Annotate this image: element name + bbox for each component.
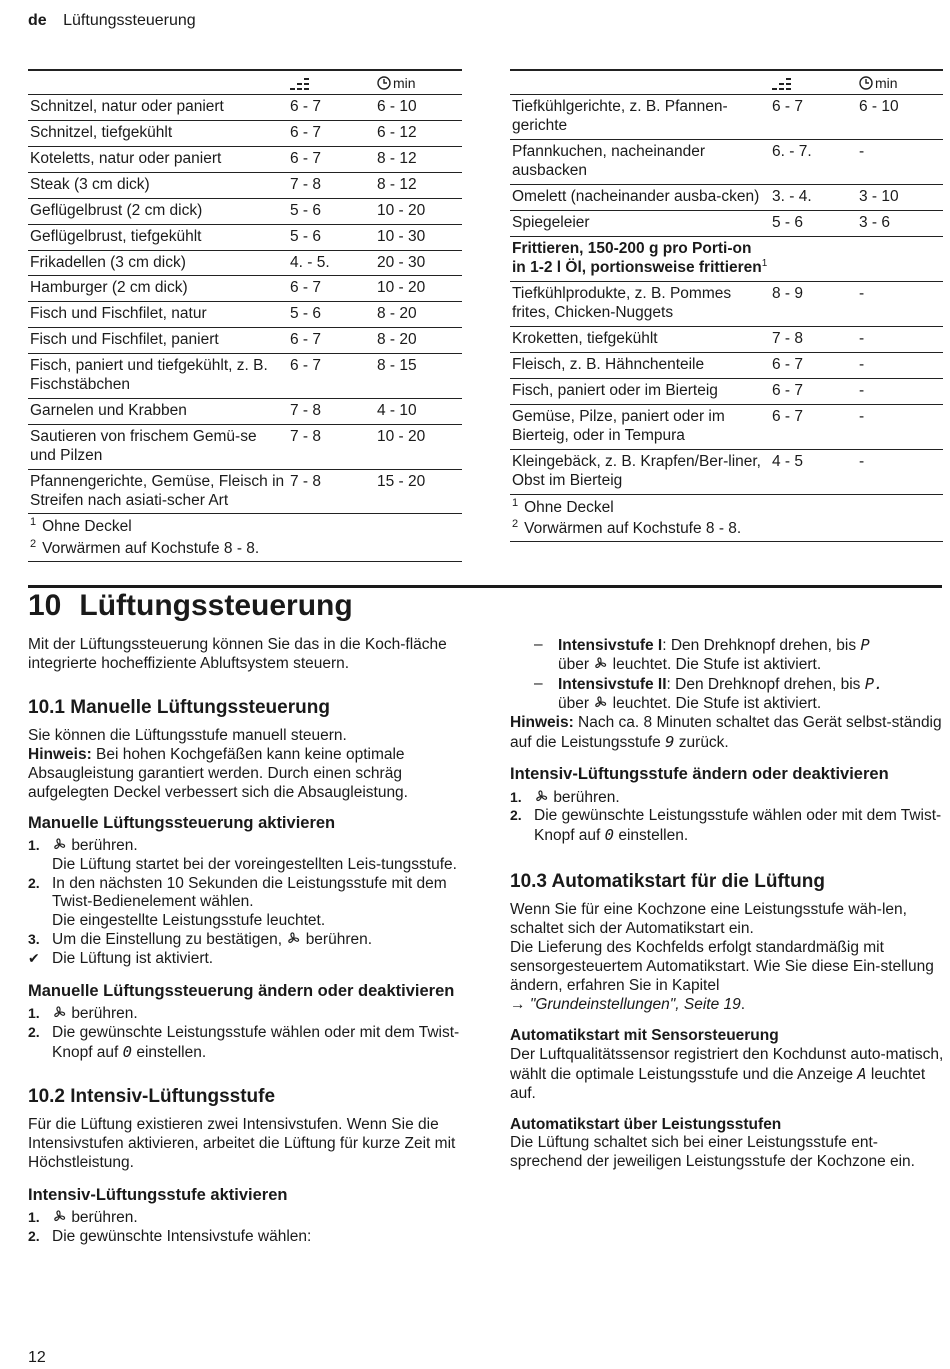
time-cell: 6 - 10 — [377, 98, 417, 116]
fan-icon — [52, 837, 67, 852]
food-cell: Schnitzel, tiefgekühlt — [30, 123, 173, 141]
food-cell: Koteletts, natur oder paniert — [30, 149, 222, 167]
table-row — [28, 302, 462, 328]
step-list — [28, 1209, 460, 1247]
step: 1. berühren. — [510, 788, 620, 806]
level-cell: 3. - 4. — [772, 187, 812, 205]
paragraph: Für die Lüftung existieren zwei Intensivstufen. Wenn Sie die Intensivstufen aktivieren, arbeitet die Lüftung für kurze Zeit mit Höchstleistung. — [28, 1116, 456, 1171]
table-row — [28, 276, 462, 302]
food-cell: Kleingebäck, z. B. Krapfen/Ber-liner, Obst im Bierteig — [512, 452, 761, 489]
step: 1. berühren. Die Lüftung startet bei der voreingestellten Leis-tungsstufe. — [28, 836, 457, 873]
hint: Hinweis: Bei hohen Kochgefäßen kann keine optimale Absaugleistung garantiert werden. Durch einen schräg aufgelegten Deckel verbessert sich die Absaugleistung. — [28, 745, 408, 801]
fan-icon — [534, 789, 549, 804]
table-row — [28, 95, 462, 121]
section-10-2-title: 10.2 Intensiv-Lüftungsstufe — [28, 1085, 276, 1107]
food-cell: Hamburger (2 cm dick) — [30, 279, 188, 297]
food-cell: Fisch, paniert oder im Bierteig — [512, 382, 718, 400]
time-cell: - — [859, 356, 865, 374]
footnote: $^2$ Vorwärmen auf Kochstufe 8 - 8. — [512, 517, 742, 537]
time-cell: 10 - 30 — [377, 227, 426, 245]
table-row — [510, 236, 943, 282]
intensive-option: – Intensivstufe II: Den Drehknopf drehen, bis P. über leuchtet. Die Stufe ist aktiviert. — [534, 674, 884, 712]
table-row — [510, 282, 943, 327]
level-cell: 6 - 7 — [290, 123, 322, 141]
level-cell: 6 - 7 — [772, 408, 804, 426]
left-column — [28, 636, 460, 1247]
food-cell: Fisch, paniert und tiefgekühlt, z. B. Fischstäbchen — [30, 357, 268, 394]
time-cell: 8 - 20 — [377, 305, 417, 323]
time-cell: 8 - 15 — [377, 357, 417, 375]
food-cell: Frikadellen (3 cm dick) — [30, 253, 186, 271]
level-cell: 5 - 6 — [290, 227, 322, 245]
cross-reference-link[interactable]: "Grundeinstellungen", Seite 19 — [529, 995, 741, 1013]
step: 2. Die gewünschte Intensivstufe wählen: — [28, 1227, 312, 1245]
food-cell: Pfannkuchen, nacheinander ausbacken — [512, 142, 706, 179]
clock-icon — [859, 76, 873, 90]
food-cell: Fleisch, z. B. Hähnchenteile — [512, 356, 705, 374]
display-symbol: 0 — [122, 1043, 133, 1062]
time-cell: 3 - 10 — [859, 187, 899, 205]
time-cell: 3 - 6 — [859, 213, 891, 231]
cooking-level-column — [770, 70, 857, 95]
time-cell: 8 - 12 — [377, 149, 417, 167]
time-cell: - — [859, 382, 865, 400]
food-cell: Fisch und Fischfilet, paniert — [30, 331, 219, 349]
table-row — [28, 424, 462, 469]
checkmark-icon: ✔ — [28, 950, 40, 967]
level-cell: 4. - 5. — [290, 253, 330, 271]
table-row — [28, 224, 462, 250]
cooking-level-icon — [290, 77, 310, 91]
paragraph: Wenn Sie für eine Kochzone eine Leistungsstufe wäh-len, schaltet sich der Automatikstart ein. — [510, 901, 907, 938]
time-cell: 6 - 12 — [377, 123, 417, 141]
food-cell: Spiegeleier — [512, 213, 590, 231]
time-cell: - — [859, 330, 865, 348]
display-symbol: 0 — [604, 826, 615, 845]
fan-icon — [52, 1209, 67, 1224]
section-10-3-title: 10.3 Automatikstart für die Lüftung — [510, 871, 825, 893]
fan-icon — [593, 656, 608, 671]
food-cell: Garnelen und Krabben — [30, 401, 187, 419]
level-cell: 7 - 8 — [772, 330, 804, 348]
food-cell: Tiefkühlprodukte, z. B. Pommes frites, Chicken-Nuggets — [512, 285, 732, 322]
display-symbol: 9 — [665, 732, 675, 751]
display-symbol: P — [860, 636, 870, 654]
page-number: 12 — [28, 1349, 46, 1366]
subheading: Automatikstart über Leistungsstufen — [510, 1115, 782, 1133]
time-cell: 6 - 10 — [859, 98, 899, 116]
level-cell: 5 - 6 — [290, 305, 322, 323]
subheading: Intensiv-Lüftungsstufe ändern oder deaktivieren — [510, 765, 889, 784]
time-cell — [857, 236, 943, 282]
level-cell: 7 - 8 — [290, 175, 322, 193]
level-cell: 6 - 7 — [290, 331, 322, 349]
footnote: $^2$ Vorwärmen auf Kochstufe 8 - 8. — [30, 537, 260, 557]
time-cell: 4 - 10 — [377, 401, 417, 419]
table-row — [510, 184, 943, 210]
language-code: de — [28, 12, 47, 29]
result: ✔ Die Lüftung ist aktiviert. — [28, 950, 214, 968]
fan-icon — [286, 931, 301, 946]
step: 1. berühren. — [28, 1005, 138, 1023]
chapter-intro: Mit der Lüftungssteuerung können Sie das in die Koch-fläche integrierte hocheffiziente Abluftsystem steuern. — [28, 636, 447, 672]
section-10-1-title: 10.1 Manuelle Lüftungssteuerung — [28, 696, 330, 718]
arrow-icon: → — [510, 995, 526, 1013]
time-cell: 10 - 20 — [377, 279, 426, 297]
step: 2. Die gewünschte Leistungsstufe wählen oder mit dem Twist-Knopf auf 0 einstellen. — [28, 1024, 460, 1062]
level-cell: 8 - 9 — [772, 285, 804, 303]
food-cell: Omelett (nacheinander ausba-cken) — [512, 187, 760, 205]
food-cell: Schnitzel, natur oder paniert — [30, 98, 224, 116]
intensive-option: – Intensivstufe I: Den Drehknopf drehen, bis P über leuchtet. Die Stufe ist aktiviert. — [534, 636, 870, 673]
step-list — [28, 837, 460, 969]
table-row — [28, 354, 462, 399]
right-column — [510, 636, 944, 1172]
level-cell: 4 - 5 — [772, 452, 804, 470]
paragraph: Die Lieferung des Kochfelds erfolgt standardmäßig mit sensorgesteuertem Automatikstart. Wie Sie diese Ein-stellung ändern, erfahren Sie in Kapitel → "Grundeinstellungen", Seite 19. — [510, 939, 934, 1013]
level-cell: 5 - 6 — [290, 201, 322, 219]
food-cell: Gemüse, Pilze, paniert oder im Bierteig, oder in Tempura — [512, 408, 725, 444]
level-cell: 6 - 7 — [290, 357, 322, 375]
cooking-level-column — [288, 70, 375, 95]
fan-icon — [593, 695, 608, 710]
level-cell: 6 - 7 — [290, 279, 322, 297]
cooking-table-left — [28, 69, 462, 562]
level-cell: 7 - 8 — [290, 472, 322, 490]
food-cell: Steak (3 cm dick) — [30, 175, 150, 193]
level-cell: 6 - 7 — [772, 98, 804, 116]
food-cell: Tiefkühlgerichte, z. B. Pfannen-gerichte — [512, 98, 728, 134]
time-column: min — [857, 70, 943, 95]
time-cell: 20 - 30 — [377, 253, 426, 271]
food-cell: Kroketten, tiefgekühlt — [512, 330, 658, 348]
table-row — [510, 353, 943, 379]
running-title: Lüftungssteuerung — [63, 12, 196, 29]
time-cell: 10 - 20 — [377, 427, 426, 445]
time-cell: - — [859, 285, 865, 303]
time-cell: - — [859, 408, 865, 426]
time-cell: - — [859, 452, 865, 470]
food-cell: Frittieren, 150-200 g pro Porti-on in 1-2 l Öl, portionsweise frittieren$^1$ — [512, 239, 768, 277]
step: 1. berühren. — [28, 1208, 138, 1226]
table-row — [28, 172, 462, 198]
intensive-options — [510, 636, 944, 714]
cooking-table-right — [510, 69, 943, 542]
paragraph: Die Lüftung schaltet sich bei einer Leistungsstufe ent-sprechend der jeweiligen Leistungsstufe der Kochzone ein. — [510, 1134, 915, 1171]
subheading: Intensiv-Lüftungsstufe aktivieren — [28, 1185, 288, 1204]
level-cell: 6 - 7 — [290, 98, 322, 116]
hint: Hinweis: Nach ca. 8 Minuten schaltet das Gerät selbst-ständig auf die Leistungsstufe 9 zurück. — [510, 713, 942, 751]
time-column: min — [375, 70, 462, 95]
table-row — [510, 327, 943, 353]
table-row — [510, 405, 943, 450]
level-cell: 7 - 8 — [290, 401, 322, 419]
time-cell: 8 - 12 — [377, 175, 417, 193]
subheading: Manuelle Lüftungssteuerung ändern oder deaktivieren — [28, 982, 455, 1001]
time-cell: - — [859, 142, 865, 160]
time-cell: 10 - 20 — [377, 201, 426, 219]
table-footnotes — [510, 494, 943, 541]
food-cell: Geflügelbrust, tiefgekühlt — [30, 227, 202, 245]
food-cell: Geflügelbrust (2 cm dick) — [30, 201, 203, 219]
footnote: $^1$ Ohne Deckel — [512, 496, 614, 516]
step: 3. Um die Einstellung zu bestätigen, berühren. — [28, 931, 373, 949]
time-cell: 15 - 20 — [377, 472, 426, 490]
cooking-level-icon — [772, 77, 792, 91]
level-cell — [770, 236, 857, 282]
food-cell: Pfannengerichte, Gemüse, Fleisch in Streifen nach asiati-scher Art — [30, 472, 285, 509]
level-cell: 7 - 8 — [290, 427, 322, 445]
time-cell: 8 - 20 — [377, 331, 417, 349]
level-cell: 5 - 6 — [772, 213, 804, 231]
table-row — [510, 95, 943, 140]
table-row — [28, 250, 462, 276]
level-cell: 6 - 7 — [290, 149, 322, 167]
footnote: $^1$ Ohne Deckel — [30, 516, 132, 536]
food-cell: Fisch und Fischfilet, natur — [30, 305, 207, 323]
table-row — [510, 379, 943, 405]
level-cell: 6 - 7 — [772, 356, 804, 374]
table-row — [510, 139, 943, 184]
table-footnotes — [28, 514, 462, 561]
table-row — [510, 210, 943, 236]
step-list — [28, 1005, 460, 1063]
food-cell: Sautieren von frischem Gemü-se und Pilzen — [30, 427, 257, 464]
subheading: Automatikstart mit Sensorsteuerung — [510, 1026, 779, 1044]
step-list — [510, 789, 944, 847]
paragraph: Sie können die Lüftungsstufe manuell steuern. — [28, 726, 347, 744]
table-row — [28, 198, 462, 224]
table-row — [510, 449, 943, 494]
subheading: Manuelle Lüftungssteuerung aktivieren — [28, 813, 336, 832]
table-row — [28, 398, 462, 424]
step: 2. In den nächsten 10 Sekunden die Leistungsstufe mit dem Twist-Bedienelement wählen. Die eingestellte Leistungsstufe leuchtet. — [28, 874, 447, 930]
level-cell: 6 - 7 — [772, 382, 804, 400]
table-row — [28, 469, 462, 514]
step: 2. Die gewünschte Leistungsstufe wählen oder mit dem Twist-Knopf auf 0 einstellen. — [510, 807, 942, 845]
clock-icon — [377, 76, 391, 90]
display-symbol: A — [857, 1064, 867, 1083]
paragraph: Der Luftqualitätssensor registriert den Kochdunst auto-matisch, wählt die optimale Leistungsstufe und die Anzeige A leuchtet auf. — [510, 1045, 944, 1102]
level-cell: 6. - 7. — [772, 142, 812, 160]
table-row — [28, 120, 462, 146]
table-row — [28, 146, 462, 172]
chapter-title: 10 Lüftungssteuerung — [28, 589, 353, 622]
display-symbol: P. — [864, 674, 884, 693]
page-header — [28, 11, 196, 31]
fan-icon — [52, 1005, 67, 1020]
table-row — [28, 328, 462, 354]
